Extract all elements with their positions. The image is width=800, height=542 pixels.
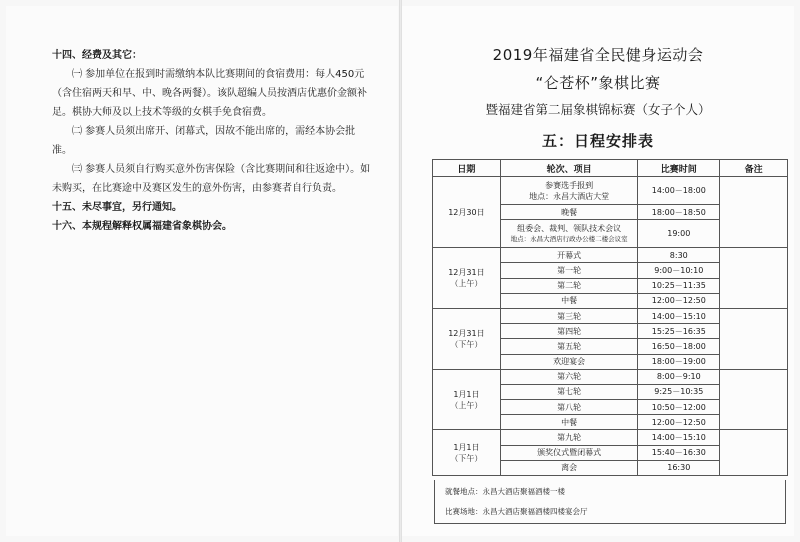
item-cell xyxy=(500,177,638,205)
table-header-row xyxy=(433,160,788,177)
time-cell: 14:00－15:10 xyxy=(638,308,720,323)
time-cell: 8:00－9:10 xyxy=(638,369,720,384)
item-cell: 第九轮 xyxy=(500,430,638,445)
date-label: 1月1日 xyxy=(453,389,480,399)
right-page xyxy=(402,6,794,536)
item-cell: 第一轮 xyxy=(500,263,638,278)
item-cell: 开幕式 xyxy=(500,248,638,263)
item-cell: 第六轮 xyxy=(500,369,638,384)
date-label: 12月30日 xyxy=(448,207,485,217)
item-cell: 第四轮 xyxy=(500,324,638,339)
table-row xyxy=(433,248,788,263)
item-label: 组委会、裁判、领队技术会议 xyxy=(517,223,622,233)
time-cell: 9:00－10:10 xyxy=(638,263,720,278)
table-row xyxy=(433,308,788,323)
remarks-cell xyxy=(720,248,788,309)
section-14-item-3: ㈢ 参赛人员须自行购买意外伤害保险（含比赛期间和往返途中）。如未购买，在比赛途中及赛区发生的意外伤害，由参赛者自行负责。 xyxy=(52,164,371,194)
schedule-table xyxy=(432,159,788,476)
time-cell: 15:25－16:35 xyxy=(638,324,720,339)
event-title-line2: “仑苍杯”象棋比赛 xyxy=(535,74,661,92)
item-cell: 欢迎宴会 xyxy=(500,354,638,369)
item-cell: 颁奖仪式暨闭幕式 xyxy=(500,445,638,460)
item-cell: 晚餐 xyxy=(500,205,638,220)
item-cell: 第八轮 xyxy=(500,400,638,415)
remarks-cell xyxy=(720,369,788,430)
time-cell: 10:50－12:00 xyxy=(638,400,720,415)
table-row xyxy=(433,430,788,445)
time-cell: 14:00－15:10 xyxy=(638,430,720,445)
date-label: 1月1日 xyxy=(453,442,480,452)
date-cell xyxy=(433,308,501,369)
time-cell: 10:25－11:35 xyxy=(638,278,720,293)
item-label: 参赛选手报到 xyxy=(545,180,594,190)
date-cell xyxy=(433,430,501,476)
period-label: （上午） xyxy=(450,400,483,410)
date-label: 12月31日 xyxy=(448,268,485,278)
remarks-cell xyxy=(720,308,788,369)
rules-text xyxy=(52,46,372,236)
event-title-line3: 暨福建省第二届象棋锦标赛（女子个人） xyxy=(485,102,711,117)
period-label: （上午） xyxy=(450,279,483,289)
time-cell: 8:30 xyxy=(638,248,720,263)
time-cell: 15:40－16:30 xyxy=(638,445,720,460)
time-cell: 12:00－12:50 xyxy=(638,415,720,430)
item-cell: 中餐 xyxy=(500,415,638,430)
table-row xyxy=(433,369,788,384)
remarks-cell xyxy=(720,177,788,248)
section-15: 十五、未尽事宜，另行通知。 xyxy=(52,202,182,213)
header-date: 日期 xyxy=(433,160,501,177)
item-location: 地点：永昌大酒店大堂 xyxy=(529,191,610,201)
time-cell: 19:00 xyxy=(638,220,720,248)
time-cell: 18:00－19:00 xyxy=(638,354,720,369)
period-label: （下午） xyxy=(450,339,483,349)
table-row xyxy=(433,177,788,205)
time-cell: 16:50－18:00 xyxy=(638,339,720,354)
date-cell xyxy=(433,177,501,248)
item-cell: 第七轮 xyxy=(500,384,638,399)
remarks-cell xyxy=(720,430,788,476)
schedule-heading: 五：日程安排表 xyxy=(541,132,654,150)
item-cell: 离会 xyxy=(500,460,638,475)
header-item: 轮次、项目 xyxy=(500,160,638,177)
section-14-item-2: ㈡ 参赛人员须出席开、闭幕式，因故不能出席的，需经本协会批准。 xyxy=(52,126,356,156)
item-cell: 第五轮 xyxy=(500,339,638,354)
schedule-footer xyxy=(434,480,786,524)
date-cell xyxy=(433,248,501,309)
item-cell: 中餐 xyxy=(500,293,638,308)
time-cell: 14:00－18:00 xyxy=(638,177,720,205)
item-location: 地点：永昌大酒店行政办公楼二楼会议室 xyxy=(510,234,628,243)
time-cell: 12:00－12:50 xyxy=(638,293,720,308)
time-cell: 16:30 xyxy=(638,460,720,475)
event-title-line1: 2019年福建省全民健身运动会 xyxy=(492,46,704,64)
item-cell: 第三轮 xyxy=(500,308,638,323)
item-cell: 第二轮 xyxy=(500,278,638,293)
time-cell: 18:00－18:50 xyxy=(638,205,720,220)
date-cell xyxy=(433,369,501,430)
venue-location: 比赛场地：永昌大酒店聚福酒楼四楼宴会厅 xyxy=(445,507,588,516)
item-cell xyxy=(500,220,638,248)
header-remarks: 备注 xyxy=(720,160,788,177)
header-time: 比赛时间 xyxy=(638,160,720,177)
section-14-title: 十四、经费及其它： xyxy=(52,50,142,61)
section-16: 十六、本规程解释权属福建省象棋协会。 xyxy=(52,221,232,232)
period-label: （下午） xyxy=(450,453,483,463)
left-page xyxy=(6,6,398,536)
dining-location: 就餐地点：永昌大酒店聚福酒楼一楼 xyxy=(445,487,565,496)
section-14-item-1: ㈠ 参加单位在报到时需缴纳本队比赛期间的食宿费用：每人450元（含住宿两天和早、中、晚各两餐）。该队超编人员按酒店优惠价金额补足。棋协大师及以上技术等级的女棋手免食宿费。 xyxy=(52,69,367,118)
date-label: 12月31日 xyxy=(448,328,485,338)
time-cell: 9:25－10:35 xyxy=(638,384,720,399)
